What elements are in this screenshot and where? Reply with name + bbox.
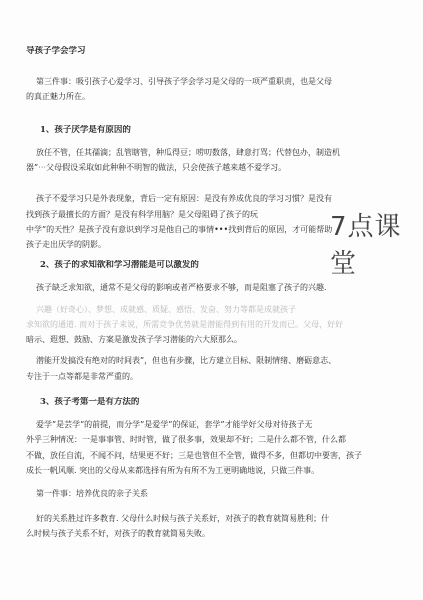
- paragraph-line: 成长一帆风顺. 突出的父母从来都选择有所为有所不为工更明确地说，只做三件事。: [26, 466, 320, 475]
- paragraph-line: 孩子不爱学习只是外表现象，背后一定有原因：是没有养成优良的学习习惯？是没有: [36, 194, 332, 203]
- paragraph-line: 潜能开发搞没有绝对的时间表”，但也有步骤，比方建立目标、限制情绪、磨砺意志、: [36, 356, 337, 365]
- document-title: 导孩子学会学习: [26, 46, 86, 56]
- paragraph-line: 专注于一点等都是非常严重的。: [26, 372, 138, 381]
- section-heading: 1、孩子厌学是有原因的: [40, 125, 131, 135]
- paragraph-line: 孩子走出厌学的阴影。: [26, 240, 106, 249]
- paragraph-line: 不做，放任自流，不闻不问，结果更不好；三是也管但不全管，做得不多，但都切中要害，孩子: [26, 451, 362, 460]
- paragraph-line: 好的关系胜过许多教育. 父母什么时候与孩子关系好，对孩子的教育就简易胜利；什: [36, 514, 330, 523]
- paragraph-line: 兴趣（好奇心）、梦想、成就感、质疑、感悟、发奋、努力等都是成就孩子: [36, 305, 296, 314]
- paragraph-line: 外乎三种情况：一是事事管、时时管，做了很多事，效果却不好；二是什么都不管，什么都: [26, 435, 346, 444]
- paragraph-line: 第三件事：吸引孩子心爱学习、引导孩子学会学习是父母的一项严重职责，也是父母: [36, 77, 332, 86]
- paragraph-line: 放任不管，任其孺滴；乱管瞎管，种瓜得豆；唠叨数落，肆意打骂；代替包办，制造机: [36, 148, 340, 157]
- paragraph-line: 中学”的天性？是孩子没有意识到学习是他自己的事情•••找到背后的原因，才可能帮助: [26, 225, 333, 234]
- watermark-logo: 7点课堂: [330, 212, 402, 279]
- paragraph-line: 求知欲的通道. 而对于孩子来说，所需竞争优势就是潜能得到有用的开发而已。父母，好好: [26, 320, 344, 329]
- section-heading: 3、孩子考第一是有方法的: [40, 397, 140, 407]
- paragraph-line: 暗示、遐想、鼓励、方案是激发孩子学习潜能的六大原那么。: [26, 335, 242, 344]
- paragraph-line: 的真正魅力所在。: [26, 92, 90, 101]
- subheading-line: 第一件事：培养优良的亲子关系: [36, 489, 148, 498]
- section-heading: 2、孩子的求知欲和学习潜能是可以激发的: [40, 260, 199, 270]
- paragraph-line: 么时候与孩子关系不好，对孩子的教育就简易失败。: [26, 529, 210, 538]
- paragraph-line: 爱学”是芸学”的前提，而分学”是爱学”的保证，套学”才能学好父母对待孩子无: [36, 420, 313, 429]
- paragraph-line: 孩子缺乏求知欲，通常不是父母的影响或者严格要求不够，而是阻塞了孩子的兴趣.: [36, 283, 327, 292]
- paragraph-line: 器”⋯父母假设采取如此种种不明智的做法，只会使孩子越来越不爱学习。: [26, 163, 287, 172]
- paragraph-line: 找到孩子最擅长的方面？是没有科学用脑？是父母阻碍了孩子的玩: [26, 210, 258, 219]
